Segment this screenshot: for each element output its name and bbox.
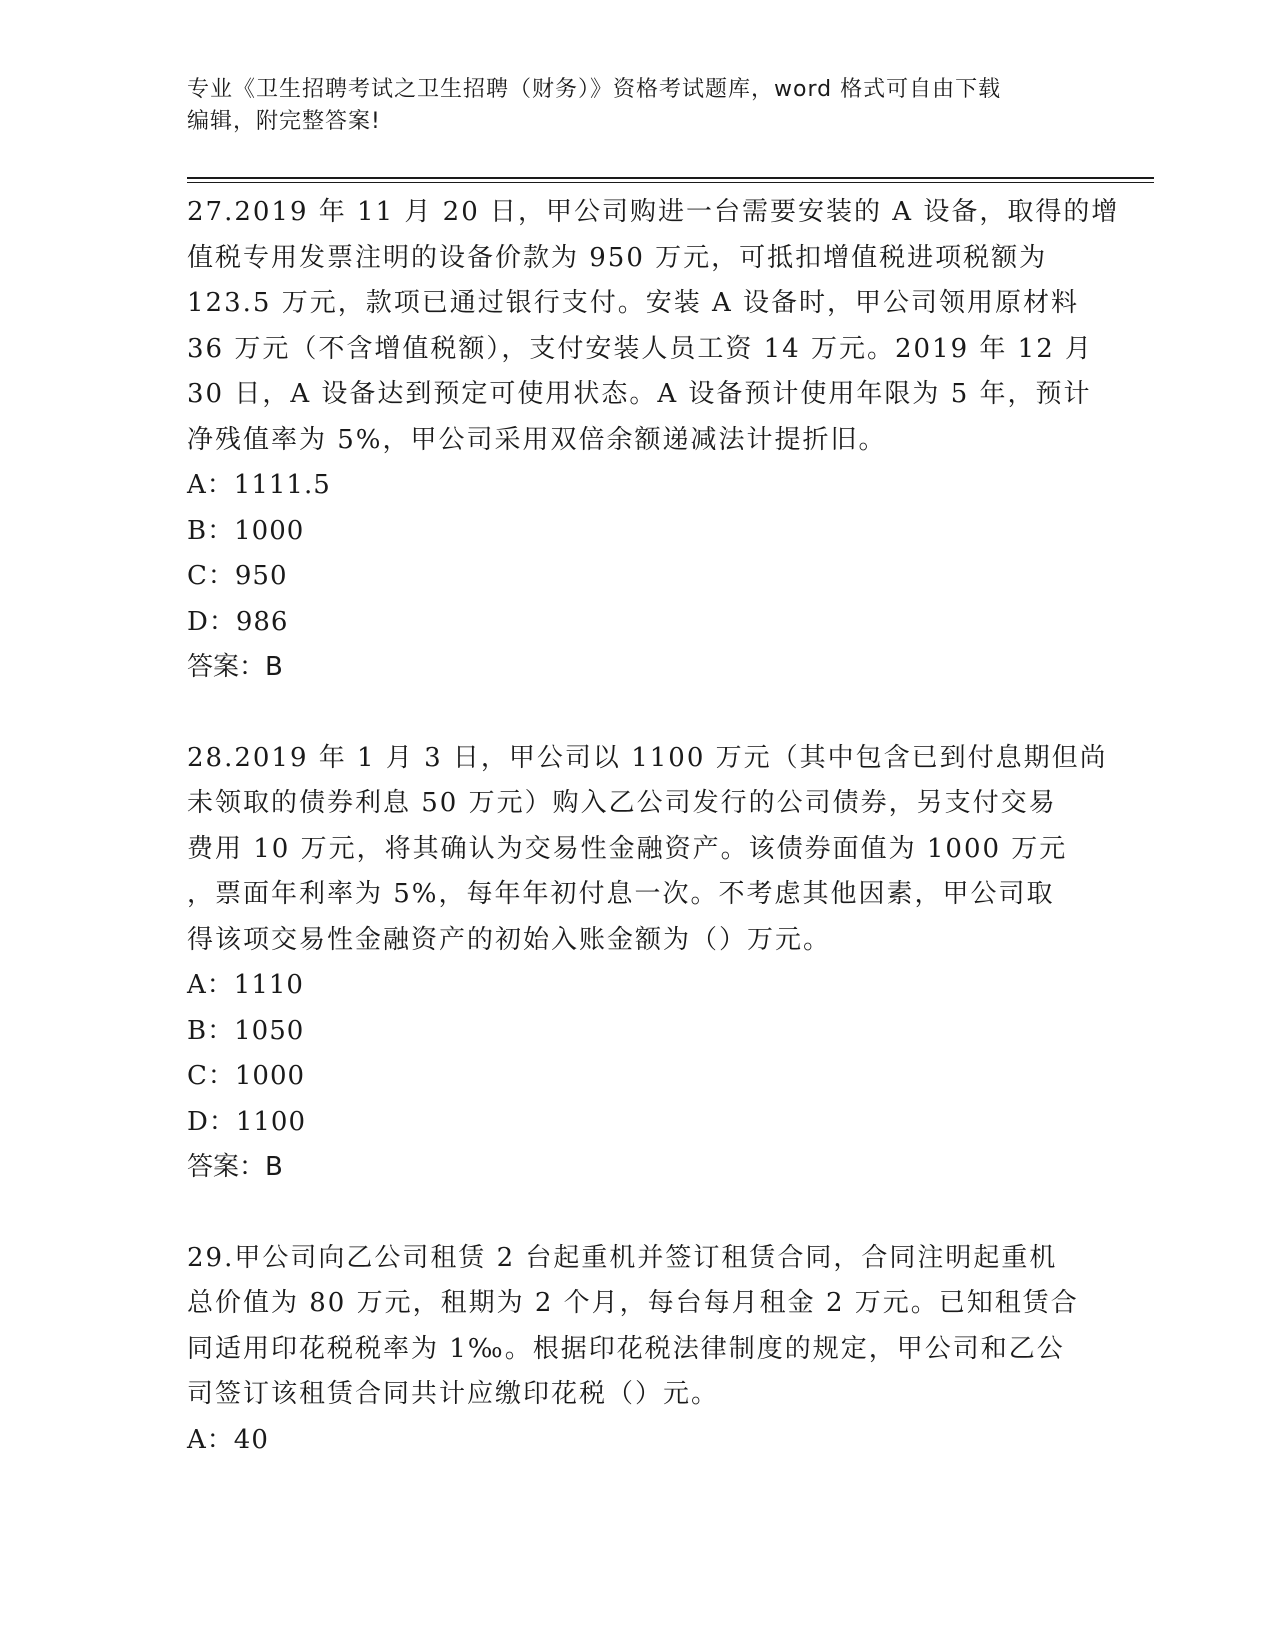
- option-d: D：986: [187, 606, 289, 637]
- header-line-1: 专业《卫生招聘考试之卫生招聘（财务）》资格考试题库，word 格式可自由下载: [187, 77, 1002, 102]
- answer-label: 答案：B: [187, 652, 283, 682]
- question-28: [187, 736, 1108, 1191]
- question-line: 净残值率为 5%，甲公司采用双倍余额递减法计提折旧。: [187, 424, 887, 455]
- header-line-2: 编辑，附完整答案!: [187, 109, 381, 134]
- question-text: [187, 736, 1108, 964]
- question-line: 123.5 万元，款项已通过银行支付。安装 A 设备时，甲公司领用原材料: [187, 288, 1080, 318]
- option-b: B：1000: [187, 515, 305, 546]
- question-text: [187, 190, 1120, 463]
- question-text: [187, 1236, 1087, 1418]
- option-a: A：1110: [187, 970, 304, 1000]
- question-line: 司签订该租赁合同共计应缴印花税（）元。: [187, 1379, 720, 1409]
- option-c: C：950: [187, 561, 288, 591]
- option-a: A：40: [187, 1424, 269, 1455]
- question-line: 27.2019 年 11 月 20 日，甲公司购进一台需要安装的 A 设备，取得的增: [187, 197, 1120, 227]
- question-29: [187, 1236, 1087, 1464]
- option-d: D：1100: [187, 1106, 307, 1137]
- question-line: 得该项交易性金融资产的初始入账金额为（）万元。: [187, 924, 832, 955]
- option-c: C：1000: [187, 1061, 306, 1091]
- header-divider: [187, 177, 1154, 179]
- question-line: 费用 10 万元，将其确认为交易性金融资产。该债券面值为 1000 万元: [187, 833, 1068, 864]
- question-line: 同适用印花税税率为 1‰。根据印花税法律制度的规定，甲公司和乙公: [187, 1333, 1065, 1364]
- question-line: 总价值为 80 万元，租期为 2 个月，每台每月租金 2 万元。已知租赁合: [187, 1288, 1079, 1318]
- question-list: [187, 190, 1120, 1463]
- document-header: [187, 74, 1067, 138]
- answer-label: 答案：B: [187, 1152, 283, 1182]
- option-a: A：1111.5: [187, 470, 331, 500]
- question-line: 28.2019 年 1 月 3 日，甲公司以 1100 万元（其中包含已到付息期但尚: [187, 742, 1108, 773]
- question-line: 29.甲公司向乙公司租赁 2 台起重机并签订租赁合同，合同注明起重机: [187, 1242, 1058, 1273]
- question-line: 值税专用发票注明的设备价款为 950 万元，可抵扣增值税进项税额为: [187, 242, 1048, 273]
- question-spacer: [187, 691, 1087, 736]
- option-b: B：1050: [187, 1015, 305, 1046]
- question-line: ，票面年利率为 5%，每年年初付息一次。不考虑其他因素，甲公司取: [187, 879, 1055, 909]
- question-line: 未领取的债券利息 50 万元）购入乙公司发行的公司债券，另支付交易: [187, 788, 1057, 818]
- question-27: [187, 190, 1120, 691]
- header-divider-thin: [187, 182, 1154, 183]
- question-line: 36 万元（不含增值税额），支付安装人员工资 14 万元。2019 年 12 月: [187, 333, 1094, 364]
- question-line: 30 日，A 设备达到预定可使用状态。A 设备预计使用年限为 5 年，预计: [187, 379, 1092, 409]
- question-spacer: [187, 1191, 1087, 1236]
